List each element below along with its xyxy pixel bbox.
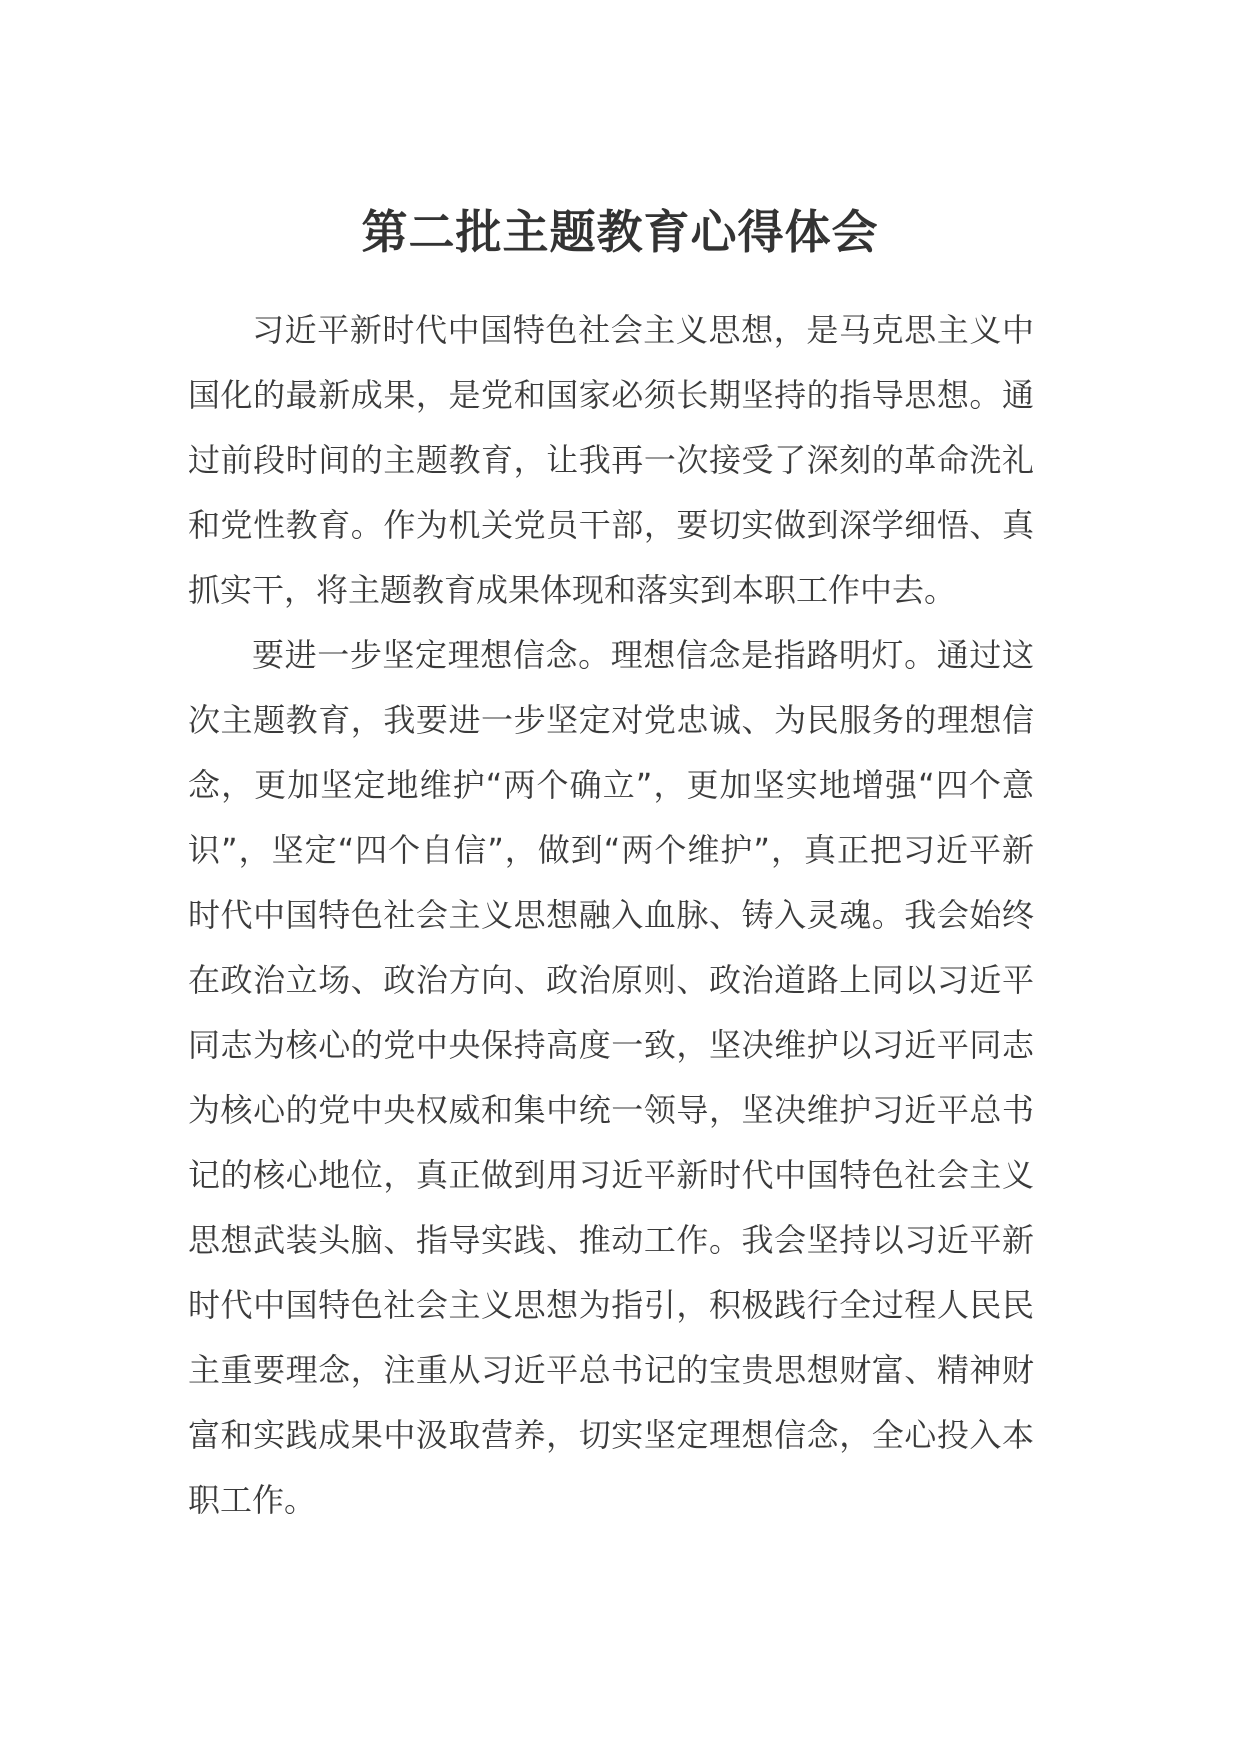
paragraph-2: 要进一步坚定理想信念。理想信念是指路明灯。通过这次主题教育，我要进一步坚定对党忠诚、为民服务的理想信念，更加坚定地维护“两个确立”，更加坚实地增强“四个意识”，坚定“四个自信”，做到“两个维护”，真正把习近平新时代中国特色社会主义思想融入血脉、铸入灵魂。我会始终在政治立场、政治方向、政治原则、政治道路上同以习近平同志为核心的党中央保持高度一致，坚决维护以习近平同志为核心的党中央权威和集中统一领导，坚决维护习近平总书记的核心地位，真正做到用习近平新时代中国特色社会主义思想武装头脑、指导实践、推动工作。我会坚持以习近平新时代中国特色社会主义思想为指引，积极践行全过程人民民主重要理念，注重从习近平总书记的宝贵思想财富、精神财富和实践成果中汲取营养，切实坚定理想信念，全心投入本职工作。	[188, 636, 1034, 1519]
document-title: 第二批主题教育心得体会	[361, 205, 879, 259]
document-body	[188, 298, 1034, 1533]
paragraph-1: 习近平新时代中国特色社会主义思想，是马克思主义中国化的最新成果，是党和国家必须长期坚持的指导思想。通过前段时间的主题教育，让我再一次接受了深刻的革命洗礼和党性教育。作为机关党员干部，要切实做到深学细悟、真抓实干，将主题教育成果体现和落实到本职工作中去。	[188, 311, 1034, 609]
